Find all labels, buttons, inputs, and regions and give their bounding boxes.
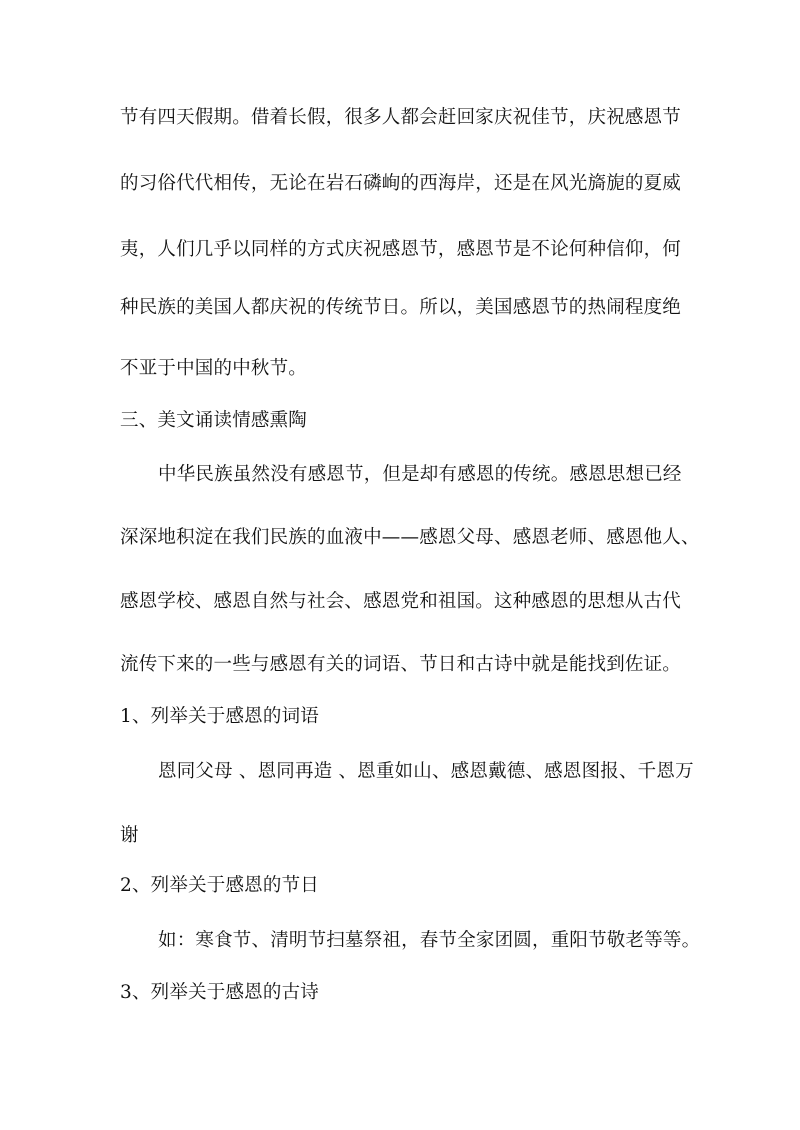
list-content-line: 恩同父母 、恩同再造 、恩重如山、感恩戴德、感恩图报、千恩万	[158, 761, 694, 782]
paragraph-line: 流传下来的一些与感恩有关的词语、节日和古诗中就是能找到佐证。	[120, 654, 682, 675]
paragraph-line: 种民族的美国人都庆祝的传统节日。所以，美国感恩节的热闹程度绝	[120, 297, 682, 318]
paragraph-line: 节有四天假期。借着长假，很多人都会赶回家庆祝佳节，庆祝感恩节	[120, 107, 682, 128]
paragraph-line: 感恩学校、感恩自然与社会、感恩党和祖国。这种感恩的思想从古代	[120, 591, 682, 612]
list-heading: 1、列举关于感恩的词语	[120, 706, 319, 727]
paragraph-line: 深深地积淀在我们民族的血液中——感恩父母、感恩老师、感恩他人、	[120, 527, 700, 548]
paragraph-line: 的习俗代代相传，无论在岩石磷峋的西海岸，还是在风光旖旎的夏威	[120, 173, 682, 194]
list-heading: 3、列举关于感恩的古诗	[120, 982, 319, 1003]
paragraph-line: 不亚于中国的中秋节。	[120, 358, 308, 379]
list-heading: 2、列举关于感恩的节日	[120, 875, 319, 896]
section-heading: 三、美文诵读情感熏陶	[120, 410, 308, 431]
paragraph-line: 中华民族虽然没有感恩节，但是却有感恩的传统。感恩思想已经	[158, 464, 682, 485]
list-content-line: 如：寒食节、清明节扫墓祭祖，春节全家团圆，重阳节敬老等等。	[158, 930, 701, 951]
paragraph-line: 夷，人们几乎以同样的方式庆祝感恩节，感恩节是不论何种信仰，何	[120, 239, 682, 260]
list-content-line: 谢	[120, 825, 139, 846]
